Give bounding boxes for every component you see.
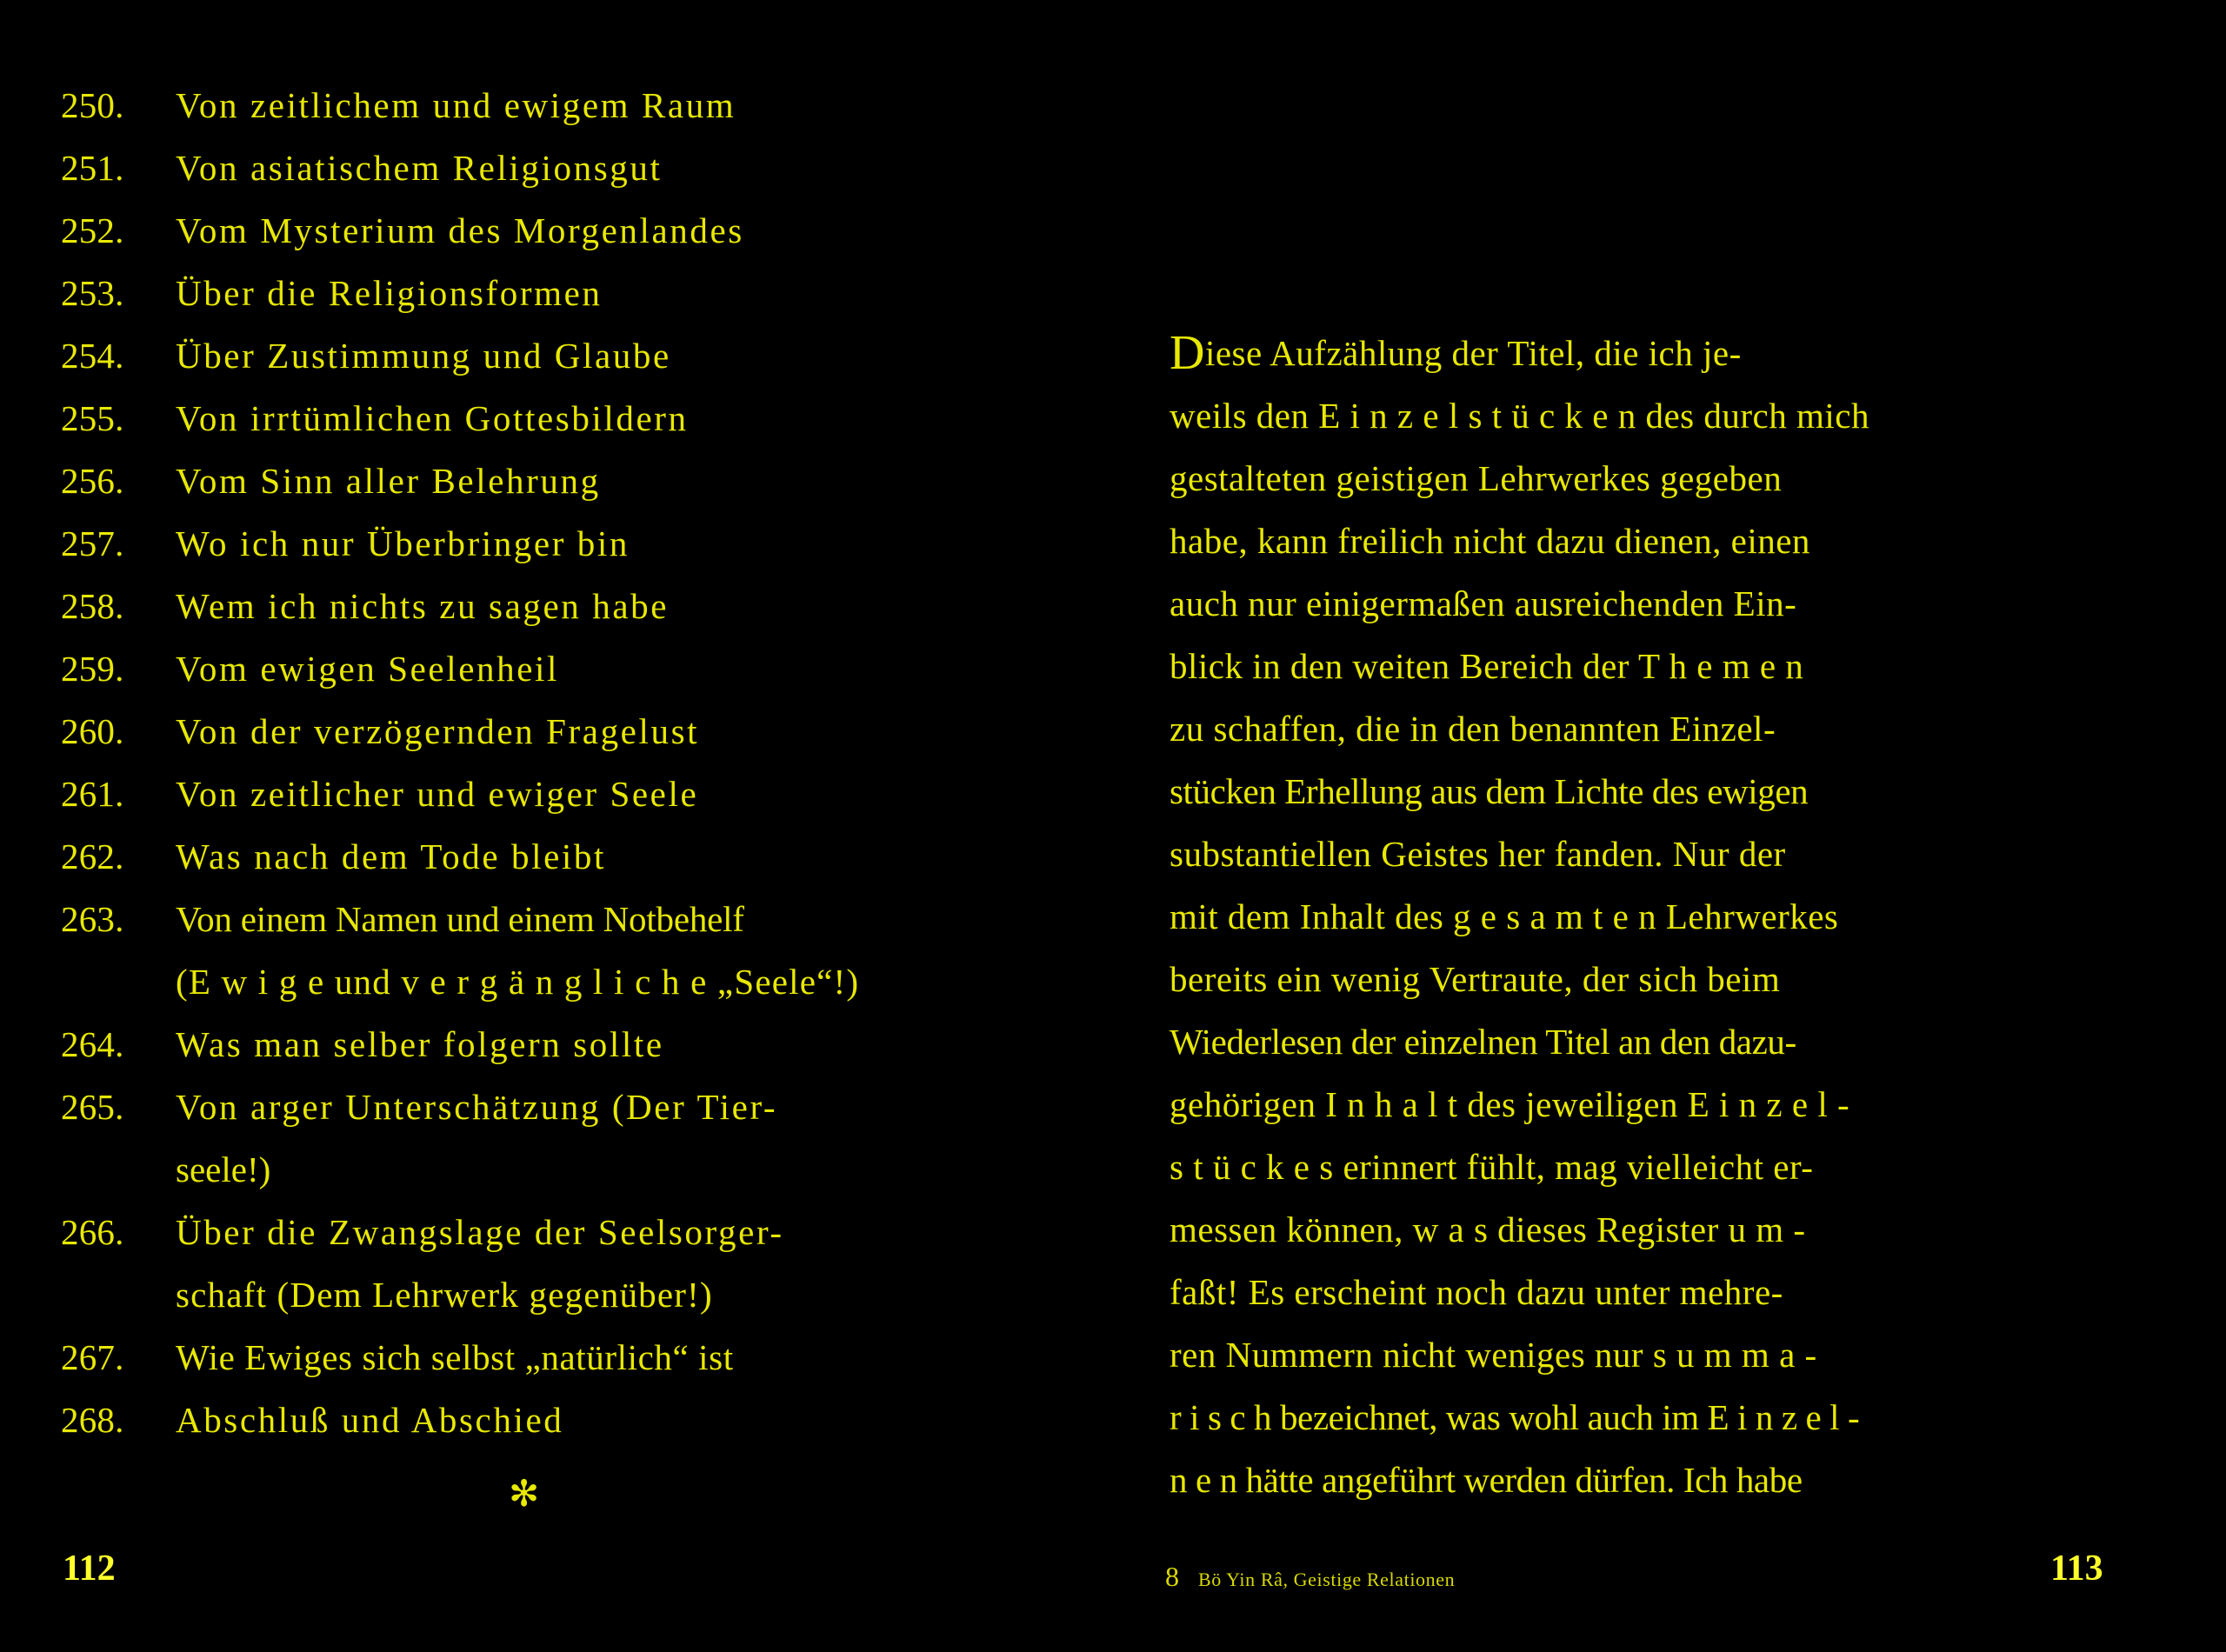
toc-title: Über Zustimmung und Glaube	[176, 336, 671, 376]
list-item	[61, 1389, 1043, 1451]
toc-title: Was man selber folgern sollte	[176, 1024, 664, 1064]
toc-number: 262.	[61, 836, 124, 876]
toc-number: 259.	[61, 649, 124, 689]
paragraph-line: gestalteten geistigen Lehrwerkes gegeben	[1170, 458, 1783, 498]
toc-number: 251.	[61, 148, 124, 188]
signature-number: 8	[1165, 1561, 1179, 1592]
toc-number: 253.	[61, 273, 124, 313]
list-item	[61, 825, 1043, 888]
paragraph-line: mit dem Inhalt des g e s a m t e n Lehrwerkes	[1170, 896, 1839, 936]
toc-number: 256.	[61, 461, 124, 501]
body-text	[1170, 322, 2156, 1511]
toc-number: 258.	[61, 586, 124, 626]
toc-title: Vom Mysterium des Morgenlandes	[176, 210, 744, 250]
list-item	[61, 262, 1043, 324]
toc-number: 264.	[61, 1024, 124, 1064]
page-number-left: 112	[63, 1549, 116, 1589]
toc-number: 254.	[61, 336, 124, 376]
list-item	[61, 387, 1043, 450]
toc-number: 268.	[61, 1400, 124, 1440]
list-item	[61, 1201, 1043, 1263]
toc-number: 261.	[61, 774, 124, 814]
paragraph-line	[1170, 322, 2156, 384]
toc-title: Was nach dem Tode bleibt	[176, 836, 606, 876]
paragraph-line: gehörigen I n h a l t des jeweiligen E i n z e l -	[1170, 1084, 1850, 1124]
toc-title: Von arger Unterschätzung (Der Tier-	[176, 1087, 778, 1127]
toc-number: 250.	[61, 85, 124, 125]
toc-title: Von irrtümlichen Gottesbildern	[176, 398, 689, 438]
toc-number: 263.	[61, 899, 124, 939]
paragraph-line: habe, kann freilich nicht dazu dienen, einen	[1170, 521, 1810, 561]
toc-number: 267.	[61, 1337, 124, 1377]
toc-title: Wie Ewiges sich selbst „natürlich“ ist	[176, 1337, 734, 1377]
page-number-right: 113	[2050, 1549, 2103, 1589]
toc-title: Von zeitlicher und ewiger Seele	[176, 774, 699, 814]
paragraph-line: weils den E i n z e l s t ü c k e n des durch mich	[1170, 396, 1869, 436]
list-item	[61, 1013, 1043, 1076]
paragraph-line: s t ü c k e s erinnert fühlt, mag vielleicht er-	[1170, 1147, 1814, 1187]
paragraph-line-text: iese Aufzählung der Titel, die ich je-	[1204, 333, 1742, 373]
list-item	[61, 1326, 1043, 1389]
toc-title: Über die Religionsformen	[176, 273, 603, 313]
toc-title: Von asiatischem Religionsgut	[176, 148, 663, 188]
paragraph-line: faßt! Es erscheint noch dazu unter mehre-	[1170, 1272, 1783, 1312]
list-item	[61, 512, 1043, 575]
toc-title: Von zeitlichem und ewigem Raum	[176, 85, 736, 125]
paragraph-line: substantiellen Geistes her fanden. Nur der	[1170, 834, 1786, 874]
paragraph-line: ren Nummern nicht weniges nur s u m m a -	[1170, 1335, 1817, 1375]
toc-title: Wo ich nur Überbringer bin	[176, 523, 630, 563]
toc-title-continuation: seele!)	[176, 1149, 271, 1189]
paragraph-line: Wiederlesen der einzelnen Titel an den dazu-	[1170, 1022, 1796, 1062]
list-item	[61, 324, 1043, 387]
toc-title: Über die Zwangslage der Seelsorger-	[176, 1212, 784, 1252]
paragraph-line: r i s c h bezeichnet, was wohl auch im E i n z e l -	[1170, 1397, 1860, 1437]
toc-number: 260.	[61, 711, 124, 751]
list-item	[61, 888, 1043, 950]
toc-title: Vom ewigen Seelenheil	[176, 649, 559, 689]
toc-title: Wem ich nichts zu sagen habe	[176, 586, 670, 626]
toc-number: 255.	[61, 398, 124, 438]
toc-title-continuation: (E w i g e und v e r g ä n g l i c h e „Seele“!)	[176, 962, 860, 1002]
paragraph-line: messen können, w a s dieses Register u m -	[1170, 1209, 1806, 1249]
signature-mark	[1165, 1561, 1455, 1593]
list-item	[61, 137, 1043, 199]
list-item	[61, 450, 1043, 512]
toc-list	[61, 74, 1043, 1451]
toc-title: Von der verzögernden Fragelust	[176, 711, 700, 751]
paragraph-line: stücken Erhellung aus dem Lichte des ewigen	[1170, 771, 1809, 811]
list-item	[61, 763, 1043, 825]
paragraph-line: blick in den weiten Bereich der T h e m e n	[1170, 646, 1804, 686]
list-item	[61, 700, 1043, 763]
toc-number: 265.	[61, 1087, 124, 1127]
paragraph-line: bereits ein wenig Vertraute, der sich beim	[1170, 959, 1781, 999]
toc-title-continuation: schaft (Dem Lehrwerk gegenüber!)	[176, 1275, 713, 1315]
toc-number: 257.	[61, 523, 124, 563]
toc-title: Abschluß und Abschied	[176, 1400, 564, 1440]
section-ornament: ✻	[509, 1475, 540, 1515]
list-item	[61, 74, 1043, 137]
drop-cap: D	[1170, 326, 1205, 380]
signature-title: Bö Yin Râ, Geistige Relationen	[1198, 1569, 1456, 1590]
list-item	[61, 575, 1043, 637]
paragraph-line: n e n hätte angeführt werden dürfen. Ich habe	[1170, 1460, 1803, 1500]
toc-number: 252.	[61, 210, 124, 250]
toc-title: Von einem Namen und einem Notbehelf	[176, 899, 744, 939]
list-item	[61, 199, 1043, 262]
toc-title: Vom Sinn aller Belehrung	[176, 461, 601, 501]
list-item	[61, 1076, 1043, 1138]
toc-number: 266.	[61, 1212, 124, 1252]
paragraph-line: auch nur einigermaßen ausreichenden Ein-	[1170, 583, 1797, 623]
paragraph-line: zu schaffen, die in den benannten Einzel-	[1170, 709, 1776, 749]
list-item	[61, 637, 1043, 700]
